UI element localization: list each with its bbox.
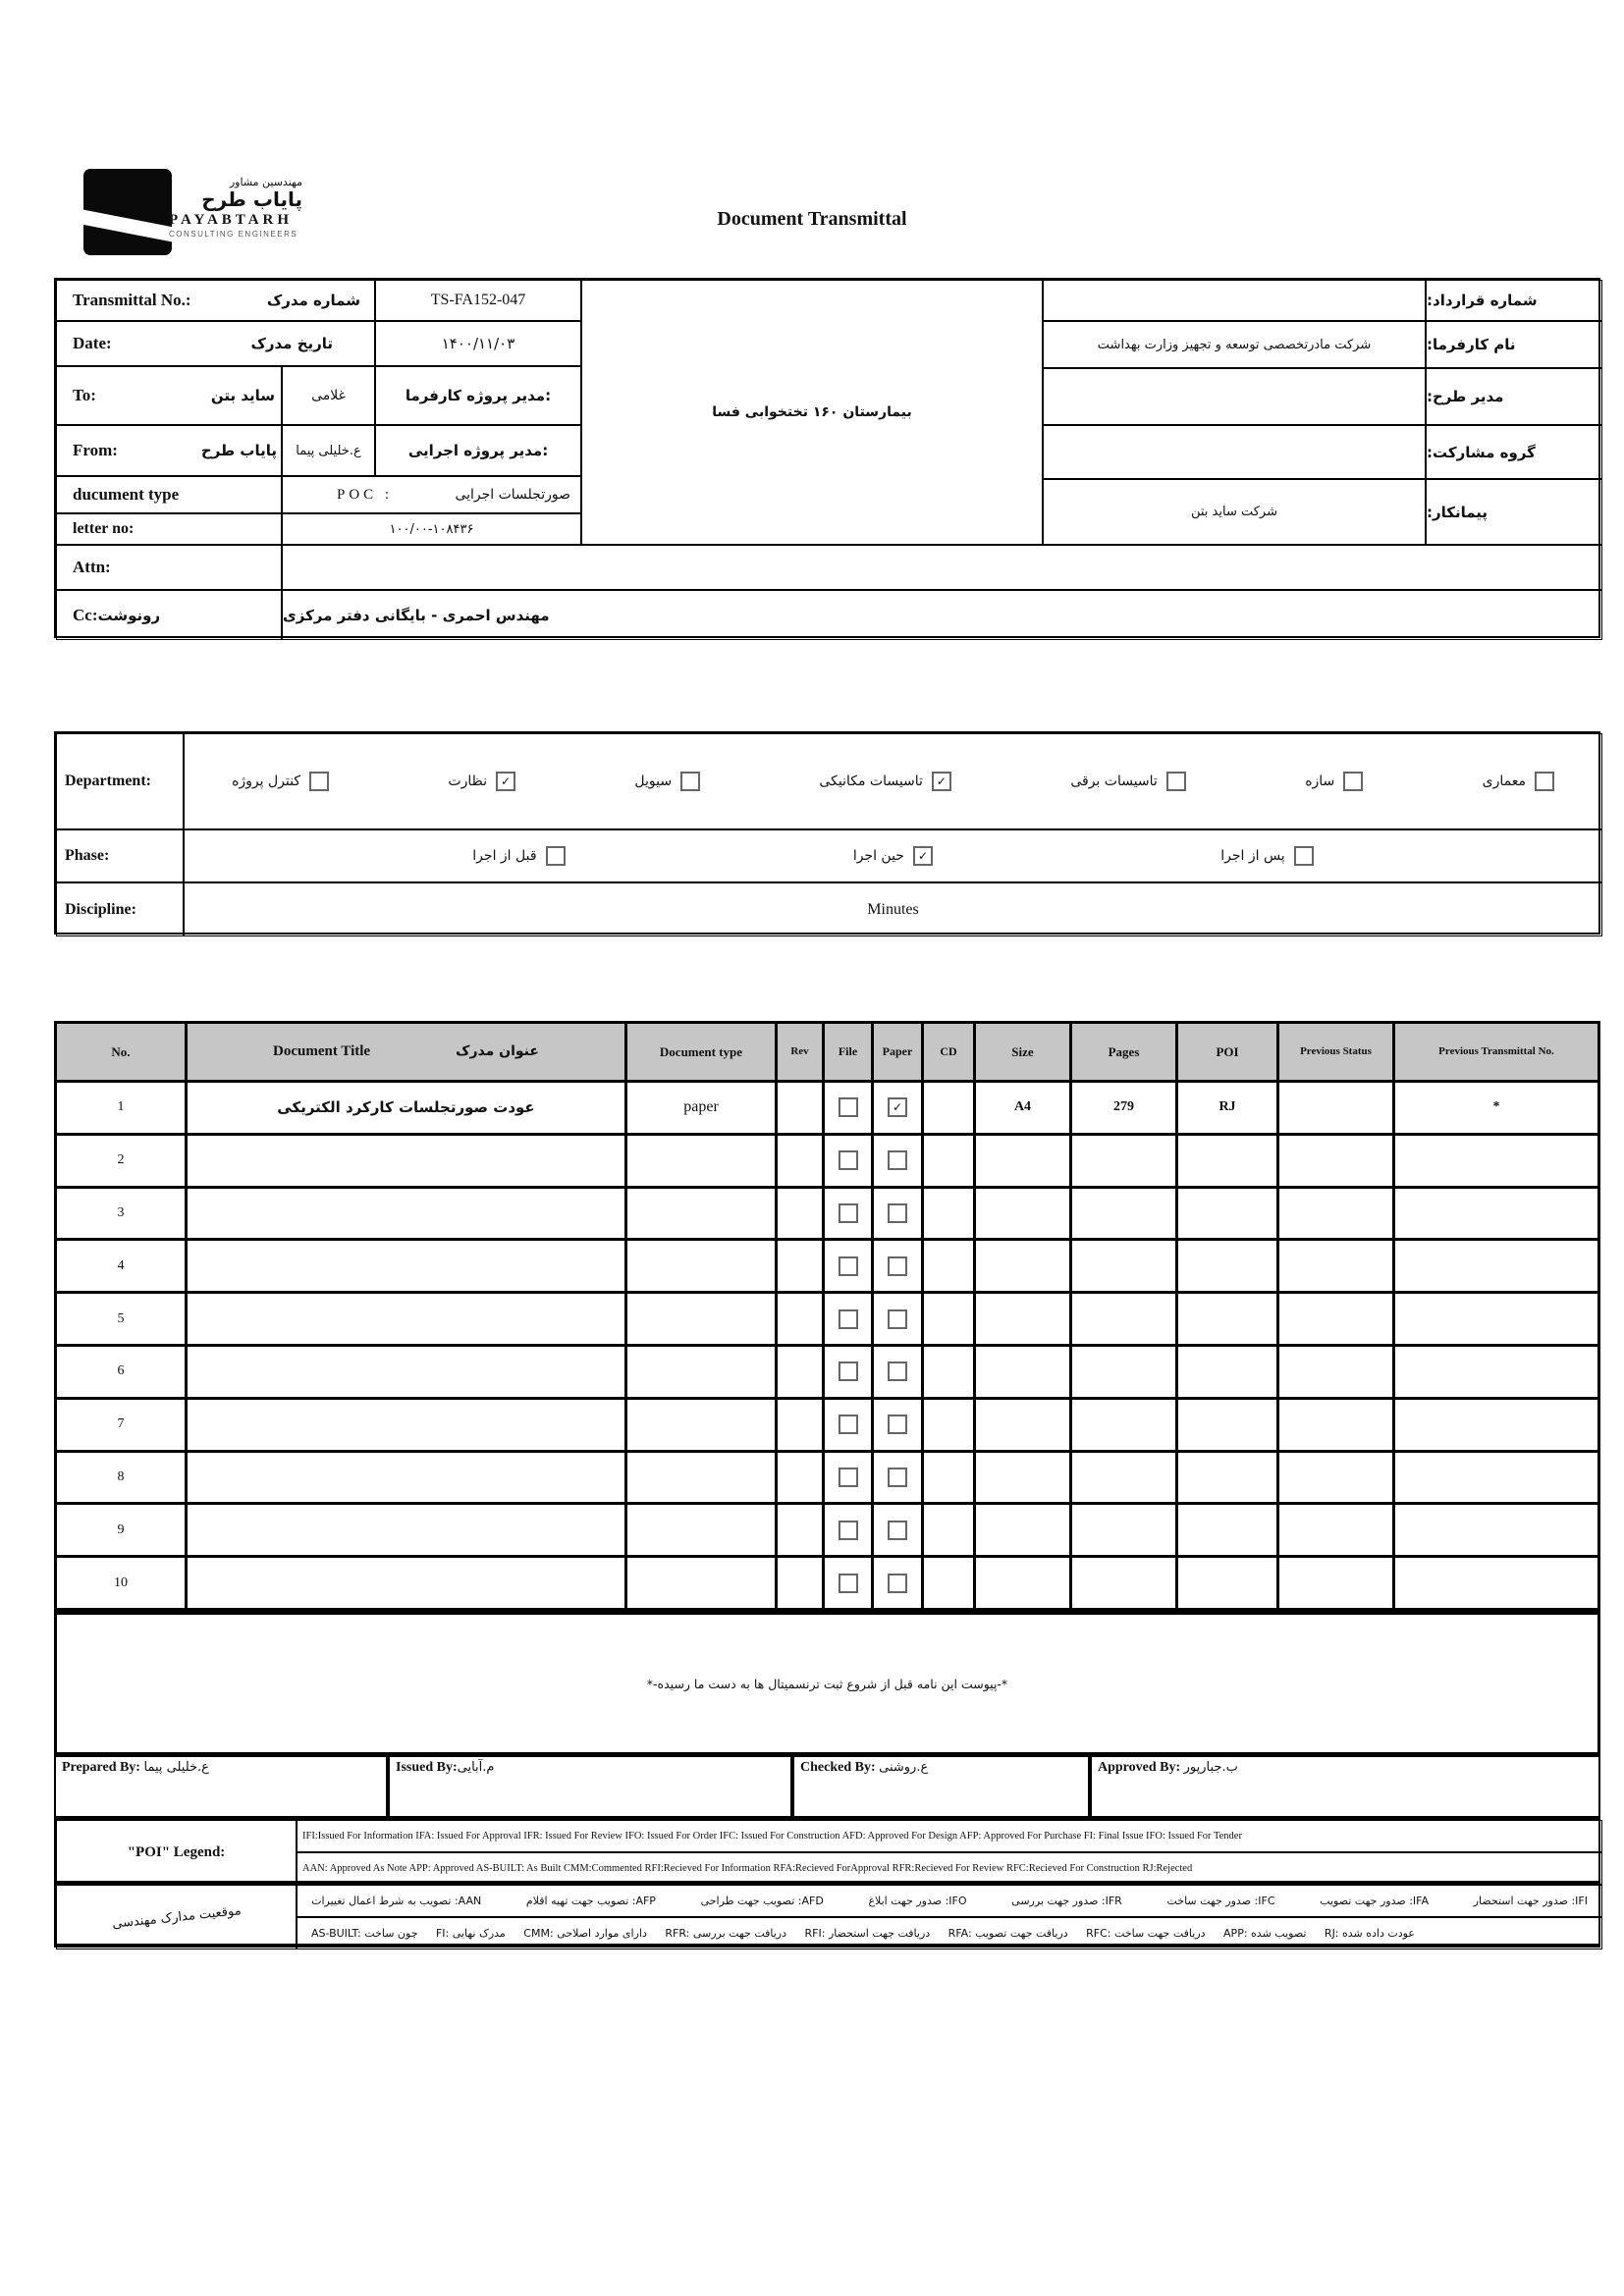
row-6-prev-status — [1279, 1347, 1395, 1400]
col-header-poi: POI — [1178, 1024, 1279, 1083]
row-2-type — [627, 1136, 778, 1189]
row-8-file-checkbox-icon[interactable] — [839, 1468, 858, 1487]
row-9-rev — [778, 1505, 825, 1558]
note-box — [54, 1612, 1600, 1755]
row-1-type: paper — [627, 1083, 778, 1136]
department-label: Department: — [56, 733, 184, 829]
from-role-label: مدیر پروژه اجرایی: — [375, 425, 581, 476]
row-10-poi — [1178, 1558, 1279, 1611]
attn-value — [282, 545, 1602, 590]
poi-legend-table — [54, 1818, 1600, 1883]
logo-fa-big: پایاب طرح — [201, 187, 302, 211]
fa-legend-row2-item: RFR: دریافت جهت بررسی — [665, 1927, 787, 1940]
jv-group-value — [1043, 425, 1426, 479]
logo-fa-small: مهندسین مشاور — [229, 176, 302, 188]
transmittal-no-value: TS-FA152-047 — [375, 280, 581, 321]
row-7-paper-cell — [874, 1400, 924, 1453]
row-10-file-checkbox-icon[interactable] — [839, 1574, 858, 1593]
row-1-paper-checkbox-icon[interactable] — [888, 1097, 907, 1117]
signature-row — [54, 1755, 1600, 1818]
fa-legend-row2-item: RFC: دریافت جهت ساخت — [1086, 1927, 1206, 1940]
fa-legend-row1-item: IFC: صدور جهت ساخت — [1166, 1895, 1275, 1907]
row-9-prev-status — [1279, 1505, 1395, 1558]
row-4-rev — [778, 1241, 825, 1294]
checked-by-cell — [792, 1755, 1090, 1818]
row-5-paper-checkbox-icon[interactable] — [888, 1309, 907, 1329]
cc-label: Cc: — [73, 605, 98, 624]
project-name: بیمارستان ۱۶۰ تختخوابی فسا — [581, 280, 1043, 545]
row-6-file-cell — [825, 1347, 874, 1400]
row-5-prev-no — [1395, 1294, 1597, 1347]
contractor-value: شرکت ساید بتن — [1043, 479, 1426, 545]
fa-legend-row1-item: AAN: تصویب به شرط اعمال تغییرات — [311, 1895, 482, 1907]
row-7-prev-no — [1395, 1400, 1597, 1453]
department-checkbox-icon[interactable] — [1535, 772, 1554, 791]
row-1-file-checkbox-icon[interactable] — [839, 1097, 858, 1117]
row-9-cd — [924, 1505, 976, 1558]
checked-by-label: Checked By: — [800, 1760, 876, 1775]
row-5-paper-cell — [874, 1294, 924, 1347]
row-9-paper-cell — [874, 1505, 924, 1558]
row-7-title — [188, 1400, 627, 1453]
department-option-label: نظارت — [448, 774, 487, 789]
row-6-no: 6 — [57, 1347, 188, 1400]
document-type-code: POC : — [337, 486, 394, 503]
poi-legend-line2: AAN: Approved As Note APP: Approved AS-BUILT: As Built CMM:Commented RFI:Recieved For Information RFA:Recieved ForApproval RFR:Recieved For Review RFC:Recieved For Construction RJ:Rejected — [297, 1852, 1602, 1885]
department-option — [1483, 772, 1554, 791]
col-header-prev-transmittal: Previous Transmittal No. — [1395, 1024, 1597, 1083]
row-8-rev — [778, 1453, 825, 1506]
row-5-cd — [924, 1294, 976, 1347]
contract-no-label: شماره قرارداد: — [1426, 280, 1602, 321]
department-option-label: سیویل — [634, 774, 673, 789]
row-2-paper-cell — [874, 1136, 924, 1189]
contractor-label: پیمانکار: — [1426, 479, 1602, 545]
department-option-label: تاسیسات برقی — [1070, 774, 1158, 789]
row-1-prev-no: * — [1395, 1083, 1597, 1136]
transmittal-no-label-fa: شماره مدرک — [266, 292, 360, 309]
phase-checkbox-icon[interactable] — [1294, 846, 1314, 866]
to-label: To: — [73, 386, 96, 404]
row-4-prev-status — [1279, 1241, 1395, 1294]
row-1-no: 1 — [57, 1083, 188, 1136]
department-option — [232, 772, 329, 791]
department-option-label: کنترل پروژه — [232, 774, 301, 789]
poi-legend-label: "POI" Legend: — [56, 1820, 297, 1885]
row-3-pages — [1072, 1189, 1178, 1242]
cc-value: مهندس احمری - بایگانی دفتر مرکزی — [282, 590, 1602, 640]
col-header-title-fa: عنوان مدرک — [456, 1043, 539, 1059]
fa-legend-label — [56, 1885, 297, 1949]
row-7-file-checkbox-icon[interactable] — [839, 1415, 858, 1434]
attn-label: Attn: — [56, 545, 282, 590]
fa-legend-table — [54, 1883, 1600, 1948]
fa-legend-row1-item: IFA: صدور جهت تصویب — [1320, 1895, 1430, 1907]
fa-legend-row2-item: FI: مدرک نهایی — [435, 1927, 506, 1940]
phase-label: Phase: — [56, 829, 184, 882]
from-label: From: — [73, 441, 118, 459]
row-10-rev — [778, 1558, 825, 1611]
row-7-file-cell — [825, 1400, 874, 1453]
fa-legend-row2-item: CMM: دارای موارد اصلاحی — [523, 1927, 647, 1940]
department-option — [1305, 772, 1363, 791]
fa-legend-row1-item: IFI: صدور جهت استحضار — [1473, 1895, 1588, 1907]
col-header-cd: CD — [924, 1024, 976, 1083]
row-3-prev-no — [1395, 1189, 1597, 1242]
row-3-cd — [924, 1189, 976, 1242]
row-7-prev-status — [1279, 1400, 1395, 1453]
row-3-rev — [778, 1189, 825, 1242]
department-option-label: معماری — [1482, 774, 1526, 789]
col-header-size: Size — [976, 1024, 1072, 1083]
row-2-pages — [1072, 1136, 1178, 1189]
to-person: غلامی — [282, 366, 375, 425]
row-6-rev — [778, 1347, 825, 1400]
row-8-prev-no — [1395, 1453, 1597, 1506]
poi-legend-line1: IFI:Issued For Information IFA: Issued For Approval IFR: Issued For Review IFO: Issued For Order IFC: Issued For Construction AFD: Approved For Design AFP: Approved For Purchase FI: Final Issue IFO: Issued For Tender — [297, 1820, 1602, 1852]
row-4-type — [627, 1241, 778, 1294]
department-option — [819, 772, 951, 791]
row-3-file-cell — [825, 1189, 874, 1242]
department-option — [448, 772, 515, 791]
col-header-title — [188, 1024, 627, 1083]
department-checkbox-icon[interactable] — [309, 772, 329, 791]
discipline-value: Minutes — [184, 882, 1602, 936]
fa-legend-row2-item: APP: تصویب شده — [1223, 1927, 1307, 1940]
row-9-title — [188, 1505, 627, 1558]
row-4-size — [976, 1241, 1072, 1294]
row-2-file-checkbox-icon[interactable] — [839, 1150, 858, 1170]
row-5-file-checkbox-icon[interactable] — [839, 1309, 858, 1329]
row-4-no: 4 — [57, 1241, 188, 1294]
row-2-cd — [924, 1136, 976, 1189]
row-8-size — [976, 1453, 1072, 1506]
department-checkbox-icon[interactable] — [680, 772, 700, 791]
row-6-type — [627, 1347, 778, 1400]
row-2-paper-checkbox-icon[interactable] — [888, 1150, 907, 1170]
row-7-paper-checkbox-icon[interactable] — [888, 1415, 907, 1434]
department-option — [634, 772, 700, 791]
fa-legend-row1-item: IFO: صدور جهت ابلاغ — [868, 1895, 967, 1907]
row-1-file-cell — [825, 1083, 874, 1136]
row-10-pages — [1072, 1558, 1178, 1611]
row-4-paper-cell — [874, 1241, 924, 1294]
from-value: پایاب طرح — [200, 442, 277, 459]
row-6-paper-cell — [874, 1347, 924, 1400]
prepared-by-cell — [54, 1755, 388, 1818]
row-3-paper-checkbox-icon[interactable] — [888, 1203, 907, 1223]
issued-by-name: م.آبایی — [457, 1760, 495, 1775]
prepared-by-name: ع.خلیلی پیما — [143, 1760, 209, 1775]
row-5-type — [627, 1294, 778, 1347]
document-type-value — [282, 476, 581, 513]
department-options — [184, 733, 1602, 829]
row-7-size — [976, 1400, 1072, 1453]
fa-legend-row1-item: IFR: صدور جهت بررسی — [1011, 1895, 1122, 1907]
row-4-file-checkbox-icon[interactable] — [839, 1256, 858, 1276]
department-checkbox-icon[interactable] — [496, 772, 515, 791]
row-6-size — [976, 1347, 1072, 1400]
phase-option — [1220, 846, 1313, 866]
page-title: Document Transmittal — [717, 208, 907, 230]
jv-group-label: گروه مشارکت: — [1426, 425, 1602, 479]
row-5-pages — [1072, 1294, 1178, 1347]
row-4-title — [188, 1241, 627, 1294]
fa-legend-row2-item: AS-BUILT: چون ساخت — [311, 1927, 418, 1940]
row-9-no: 9 — [57, 1505, 188, 1558]
row-1-rev — [778, 1083, 825, 1136]
row-1-cd — [924, 1083, 976, 1136]
department-option-label: سازه — [1305, 774, 1335, 789]
department-option-label: تاسیسات مکانیکی — [819, 774, 923, 789]
document-type-value-fa: صورتجلسات اجرایی — [455, 487, 570, 503]
header-table — [54, 278, 1600, 638]
date-cell — [56, 321, 375, 366]
phase-options — [184, 829, 1602, 882]
row-8-cd — [924, 1453, 976, 1506]
to-value: ساید بتن — [210, 387, 275, 404]
row-10-title — [188, 1558, 627, 1611]
transmittal-no-cell — [56, 280, 375, 321]
cc-cell — [56, 590, 282, 640]
row-2-title — [188, 1136, 627, 1189]
phase-option-label: قبل از اجرا — [472, 848, 537, 864]
client-name-label: نام کارفرما: — [1426, 321, 1602, 368]
row-8-type — [627, 1453, 778, 1506]
row-8-no: 8 — [57, 1453, 188, 1506]
logo-subtitle: CONSULTING ENGINEERS — [169, 230, 298, 239]
approved-by-label: Approved By: — [1098, 1760, 1181, 1775]
logo-latin: PAYABTARH — [169, 212, 294, 228]
col-header-pages: Pages — [1072, 1024, 1178, 1083]
row-10-prev-no — [1395, 1558, 1597, 1611]
col-header-doctype: Document type — [627, 1024, 778, 1083]
design-manager-label: مدیر طرح: — [1426, 368, 1602, 425]
row-5-file-cell — [825, 1294, 874, 1347]
department-option — [1070, 772, 1185, 791]
phase-option-label: پس از اجرا — [1220, 848, 1285, 864]
row-2-size — [976, 1136, 1072, 1189]
transmittal-no-label: Transmittal No.: — [73, 291, 191, 309]
fa-legend-row1-item: AFP: تصویب جهت تهیه اقلام — [525, 1895, 656, 1907]
department-checkbox-icon[interactable] — [1343, 772, 1363, 791]
col-header-paper: Paper — [874, 1024, 924, 1083]
row-6-cd — [924, 1347, 976, 1400]
row-3-title — [188, 1189, 627, 1242]
phase-option — [472, 846, 565, 866]
fa-legend-label-text: موقعیت مدارک مهندسی — [111, 1902, 242, 1932]
approved-by-name: ب.جبارپور — [1183, 1760, 1238, 1775]
row-4-pages — [1072, 1241, 1178, 1294]
cc-label-fa: رونوشت — [97, 606, 161, 624]
to-role-label: مدیر پروژه کارفرما: — [375, 366, 581, 425]
row-9-size — [976, 1505, 1072, 1558]
row-5-no: 5 — [57, 1294, 188, 1347]
fa-legend-row2-item: RFA: دریافت جهت تصویب — [947, 1927, 1068, 1940]
design-manager-value — [1043, 368, 1426, 425]
row-2-no: 2 — [57, 1136, 188, 1189]
row-3-paper-cell — [874, 1189, 924, 1242]
row-4-paper-checkbox-icon[interactable] — [888, 1256, 907, 1276]
row-5-prev-status — [1279, 1294, 1395, 1347]
row-10-paper-cell — [874, 1558, 924, 1611]
row-6-poi — [1178, 1347, 1279, 1400]
row-1-poi: RJ — [1178, 1083, 1279, 1136]
row-8-prev-status — [1279, 1453, 1395, 1506]
contract-no-value — [1043, 280, 1426, 321]
discipline-label: Discipline: — [56, 882, 184, 936]
row-7-cd — [924, 1400, 976, 1453]
row-5-poi — [1178, 1294, 1279, 1347]
row-4-cd — [924, 1241, 976, 1294]
row-9-type — [627, 1505, 778, 1558]
row-7-no: 7 — [57, 1400, 188, 1453]
row-7-rev — [778, 1400, 825, 1453]
letter-no-label: letter no: — [56, 513, 282, 545]
to-cell — [56, 366, 282, 425]
fa-legend-row1 — [297, 1885, 1602, 1917]
checked-by-name: ع.روشنی — [879, 1760, 929, 1775]
client-name-value: شرکت مادرتخصصی توسعه و تجهیز وزارت بهداشت — [1043, 321, 1426, 368]
row-4-file-cell — [825, 1241, 874, 1294]
row-6-prev-no — [1395, 1347, 1597, 1400]
row-8-poi — [1178, 1453, 1279, 1506]
row-1-paper-cell — [874, 1083, 924, 1136]
col-header-title-en: Document Title — [273, 1043, 371, 1059]
row-3-prev-status — [1279, 1189, 1395, 1242]
row-6-file-checkbox-icon[interactable] — [839, 1362, 858, 1381]
department-table — [54, 731, 1600, 934]
row-10-paper-checkbox-icon[interactable] — [888, 1574, 907, 1593]
phase-checkbox-icon[interactable] — [546, 846, 566, 866]
row-1-title: عودت صورتجلسات کارکرد الکتریکی — [188, 1083, 627, 1136]
fa-legend-row1-item: AFD: تصویب جهت طراحی — [700, 1895, 824, 1907]
date-label-fa: تاریخ مدرک — [250, 335, 333, 352]
prepared-by-label: Prepared By: — [62, 1760, 140, 1775]
col-header-prev-status: Previous Status — [1279, 1024, 1395, 1083]
row-4-prev-no — [1395, 1241, 1597, 1294]
row-9-pages — [1072, 1505, 1178, 1558]
row-3-poi — [1178, 1189, 1279, 1242]
row-5-rev — [778, 1294, 825, 1347]
fa-legend-row2-item: RFI: دریافت جهت استحضار — [804, 1927, 931, 1940]
col-header-file: File — [825, 1024, 874, 1083]
row-8-pages — [1072, 1453, 1178, 1506]
row-6-title — [188, 1347, 627, 1400]
row-5-size — [976, 1294, 1072, 1347]
row-10-no: 10 — [57, 1558, 188, 1611]
row-10-type — [627, 1558, 778, 1611]
col-header-no: No. — [57, 1024, 188, 1083]
document-list-table — [54, 1021, 1600, 1614]
row-9-paper-checkbox-icon[interactable] — [888, 1521, 907, 1540]
row-8-paper-checkbox-icon[interactable] — [888, 1468, 907, 1487]
department-checkbox-icon[interactable] — [1166, 772, 1186, 791]
row-2-rev — [778, 1136, 825, 1189]
fa-legend-row2 — [297, 1917, 1602, 1949]
date-value: ۱۴۰۰/۱۱/۰۳ — [375, 321, 581, 366]
letter-no-value: ۱۰۰/۰۰-۱۰۸۴۳۶ — [282, 513, 581, 545]
note-text: *-پیوست این نامه قبل از شروع ثبت ترنسمیتال ها به دست ما رسیده-* — [646, 1676, 1008, 1691]
row-10-size — [976, 1558, 1072, 1611]
row-6-pages — [1072, 1347, 1178, 1400]
row-7-type — [627, 1400, 778, 1453]
row-2-poi — [1178, 1136, 1279, 1189]
fa-legend-row2-item: RJ: عودت داده شده — [1324, 1927, 1415, 1940]
row-1-pages: 279 — [1072, 1083, 1178, 1136]
row-10-file-cell — [825, 1558, 874, 1611]
department-checkbox-icon[interactable] — [932, 772, 951, 791]
approved-by-cell — [1090, 1755, 1600, 1818]
row-7-poi — [1178, 1400, 1279, 1453]
row-8-paper-cell — [874, 1453, 924, 1506]
issued-by-cell — [388, 1755, 792, 1818]
date-label: Date: — [73, 334, 112, 352]
row-1-prev-status — [1279, 1083, 1395, 1136]
row-1-size: A4 — [976, 1083, 1072, 1136]
row-9-file-checkbox-icon[interactable] — [839, 1521, 858, 1540]
row-9-prev-no — [1395, 1505, 1597, 1558]
from-cell — [56, 425, 282, 476]
row-2-prev-status — [1279, 1136, 1395, 1189]
row-2-file-cell — [825, 1136, 874, 1189]
phase-option — [853, 846, 933, 866]
issued-by-label: Issued By: — [396, 1760, 458, 1775]
row-7-pages — [1072, 1400, 1178, 1453]
row-3-no: 3 — [57, 1189, 188, 1242]
row-4-poi — [1178, 1241, 1279, 1294]
row-3-type — [627, 1189, 778, 1242]
phase-option-label: حین اجرا — [852, 848, 904, 864]
row-8-title — [188, 1453, 627, 1506]
row-9-poi — [1178, 1505, 1279, 1558]
row-3-size — [976, 1189, 1072, 1242]
row-5-title — [188, 1294, 627, 1347]
row-6-paper-checkbox-icon[interactable] — [888, 1362, 907, 1381]
row-2-prev-no — [1395, 1136, 1597, 1189]
row-8-file-cell — [825, 1453, 874, 1506]
col-header-rev: Rev — [778, 1024, 825, 1083]
row-3-file-checkbox-icon[interactable] — [839, 1203, 858, 1223]
from-person: ع.خلیلی پیما — [282, 425, 375, 476]
row-9-file-cell — [825, 1505, 874, 1558]
phase-checkbox-icon[interactable] — [913, 846, 933, 866]
document-type-label: ducument type — [56, 476, 282, 513]
row-10-cd — [924, 1558, 976, 1611]
row-10-prev-status — [1279, 1558, 1395, 1611]
